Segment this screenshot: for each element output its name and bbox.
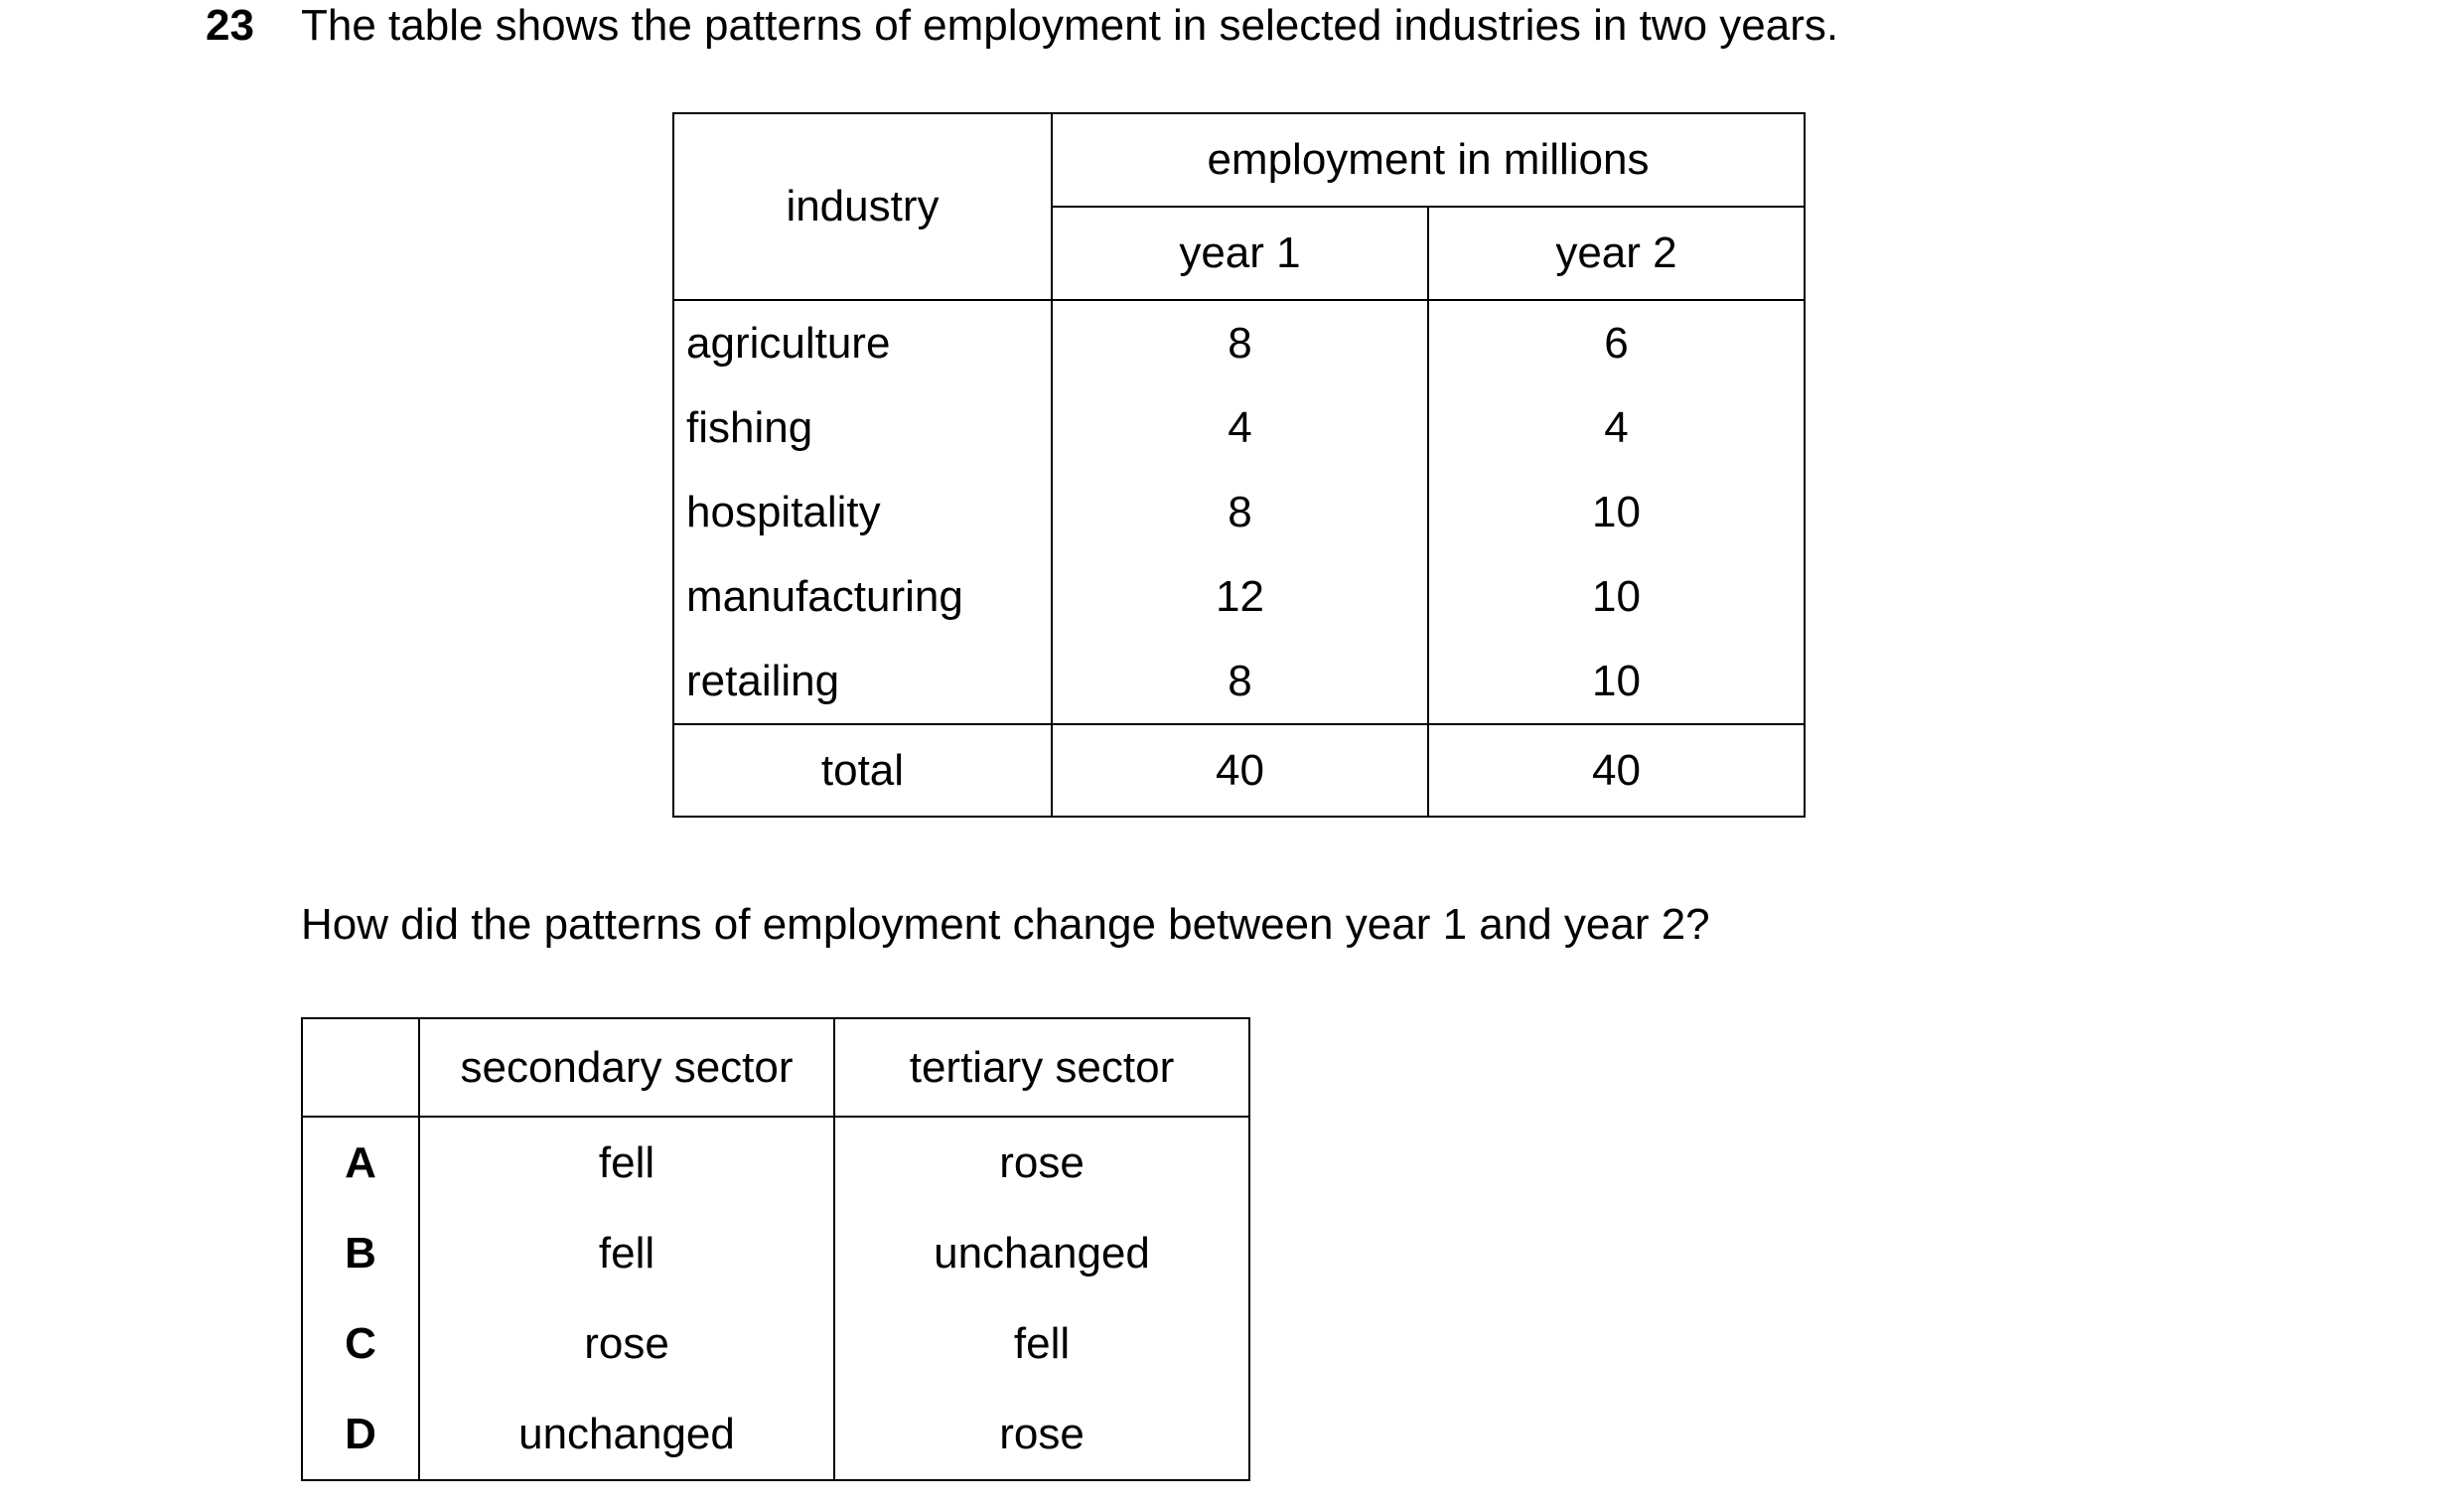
table-row [673, 639, 1805, 724]
industry-name: hospitality [673, 470, 1052, 554]
year-1-value: 8 [1052, 300, 1428, 385]
year-1-value: 12 [1052, 554, 1428, 639]
header-year-2: year 2 [1428, 207, 1805, 300]
table-row [673, 554, 1805, 639]
year-2-value: 10 [1428, 470, 1805, 554]
option-tertiary: rose [834, 1389, 1249, 1480]
header-tertiary-sector: tertiary sector [834, 1018, 1249, 1117]
question-prompt: How did the patterns of employment change between year 1 and year 2? [301, 900, 1710, 949]
industry-name: retailing [673, 639, 1052, 724]
industry-name: agriculture [673, 300, 1052, 385]
header-secondary-sector: secondary sector [419, 1018, 834, 1117]
industry-name: manufacturing [673, 554, 1052, 639]
total-year-1: 40 [1052, 724, 1428, 817]
option-letter: B [302, 1208, 419, 1298]
header-blank [302, 1018, 419, 1117]
year-2-value: 10 [1428, 639, 1805, 724]
table-row [673, 300, 1805, 385]
total-label: total [673, 724, 1052, 817]
option-letter: D [302, 1389, 419, 1480]
question-text: The table shows the patterns of employment in selected industries in two years. [301, 1, 1839, 50]
header-employment: employment in millions [1052, 113, 1805, 207]
option-tertiary: rose [834, 1117, 1249, 1208]
option-tertiary: unchanged [834, 1208, 1249, 1298]
question-number: 23 [206, 1, 254, 50]
option-row-c[interactable] [302, 1298, 1249, 1389]
option-letter: A [302, 1117, 419, 1208]
option-letter: C [302, 1298, 419, 1389]
option-secondary: fell [419, 1117, 834, 1208]
employment-table [672, 112, 1806, 818]
table-row [673, 385, 1805, 470]
option-row-d[interactable] [302, 1389, 1249, 1480]
table-row [673, 470, 1805, 554]
year-1-value: 8 [1052, 470, 1428, 554]
answer-options-table [301, 1017, 1250, 1481]
total-year-2: 40 [1428, 724, 1805, 817]
industry-name: fishing [673, 385, 1052, 470]
option-secondary: unchanged [419, 1389, 834, 1480]
year-2-value: 6 [1428, 300, 1805, 385]
header-industry: industry [673, 113, 1052, 300]
option-secondary: rose [419, 1298, 834, 1389]
year-1-value: 8 [1052, 639, 1428, 724]
header-year-1: year 1 [1052, 207, 1428, 300]
total-row [673, 724, 1805, 817]
year-2-value: 4 [1428, 385, 1805, 470]
option-row-a[interactable] [302, 1117, 1249, 1208]
year-1-value: 4 [1052, 385, 1428, 470]
option-secondary: fell [419, 1208, 834, 1298]
year-2-value: 10 [1428, 554, 1805, 639]
option-tertiary: fell [834, 1298, 1249, 1389]
option-row-b[interactable] [302, 1208, 1249, 1298]
